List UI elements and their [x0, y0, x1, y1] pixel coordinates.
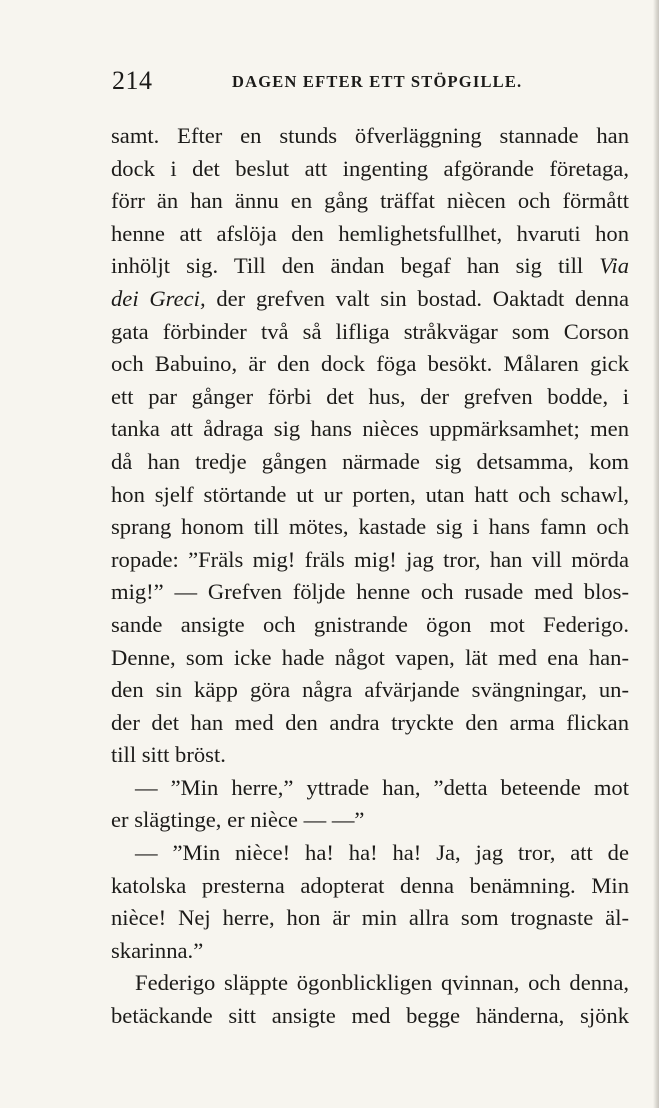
text-line: ett par gånger förbi det hus, der grefven bodde, i [111, 383, 629, 409]
text-line: er slägtinge, er nièce — —” [111, 807, 365, 833]
text-line [111, 250, 629, 283]
text-line: till sitt bröst. [111, 742, 226, 768]
page-number: 214 [112, 66, 153, 95]
text-line: sande ansigte och gnistrande ögon mot Federigo. [111, 611, 629, 637]
text-line: — ”Min herre,” yttrade han, ”detta beteende mot [135, 774, 629, 800]
text-line: sprang honom till mötes, kastade sig i hans famn och [111, 514, 629, 540]
text-line: då han tredje gången närmade sig detsamma, kom [111, 448, 629, 474]
text-line: Federigo släppte ögonblickligen qvinnan, och denna, [135, 970, 629, 996]
italic-text: Via [599, 253, 629, 279]
page-edge [653, 0, 659, 1108]
text-line: skarinna.” [111, 937, 204, 963]
text-line: Denne, som icke hade något vapen, lät med ena han- [111, 644, 629, 670]
text-line: katolska presterna adopterat denna benämning. Min [111, 872, 629, 898]
text-line: betäckande sitt ansigte med begge händerna, sjönk [111, 1003, 629, 1029]
text-line: hon sjelf störtande ut ur porten, utan hatt och schawl, [111, 481, 629, 507]
text-line [111, 283, 629, 316]
text-line: der det han med den andra tryckte den arma flickan [111, 709, 629, 735]
italic-text: dei Greci, [111, 285, 206, 311]
text-line: — ”Min nièce! ha! ha! ha! Ja, jag tror, att de [135, 840, 629, 866]
text-span: inhöljt sig. Till den ändan begaf han sig till [111, 253, 600, 279]
text-line: henne att afslöja den hemlighetsfullhet, hvaruti hon [111, 220, 629, 246]
text-span: der grefven valt sin bostad. Oaktadt denna [205, 285, 629, 311]
text-line: den sin käpp göra några afvärjande svängningar, un- [111, 677, 629, 703]
body-text [111, 120, 629, 1033]
page-header [112, 64, 542, 98]
text-line: ropade: ”Fräls mig! fräls mig! jag tror, han vill mörda [111, 546, 629, 572]
text-line: förr än han ännu en gång träffat niècen och förmått [111, 188, 629, 214]
text-line: mig!” — Grefven följde henne och rusade med blos- [111, 579, 629, 605]
text-line: dock i det beslut att ingenting afgörande företaga, [111, 155, 629, 181]
text-line: tanka att ådraga sig hans nièces uppmärksamhet; men [111, 416, 629, 442]
text-line: och Babuino, är den dock föga besökt. Målaren gick [111, 351, 629, 377]
running-title: DAGEN EFTER ETT STÖPGILLE. [232, 72, 523, 91]
text-line: samt. Efter en stunds öfverläggning stannade han [111, 123, 629, 148]
text-line: gata förbinder två så lifliga stråkvägar som Corson [111, 318, 629, 344]
text-line: nièce! Nej herre, hon är min allra som trognaste äl- [111, 905, 629, 931]
